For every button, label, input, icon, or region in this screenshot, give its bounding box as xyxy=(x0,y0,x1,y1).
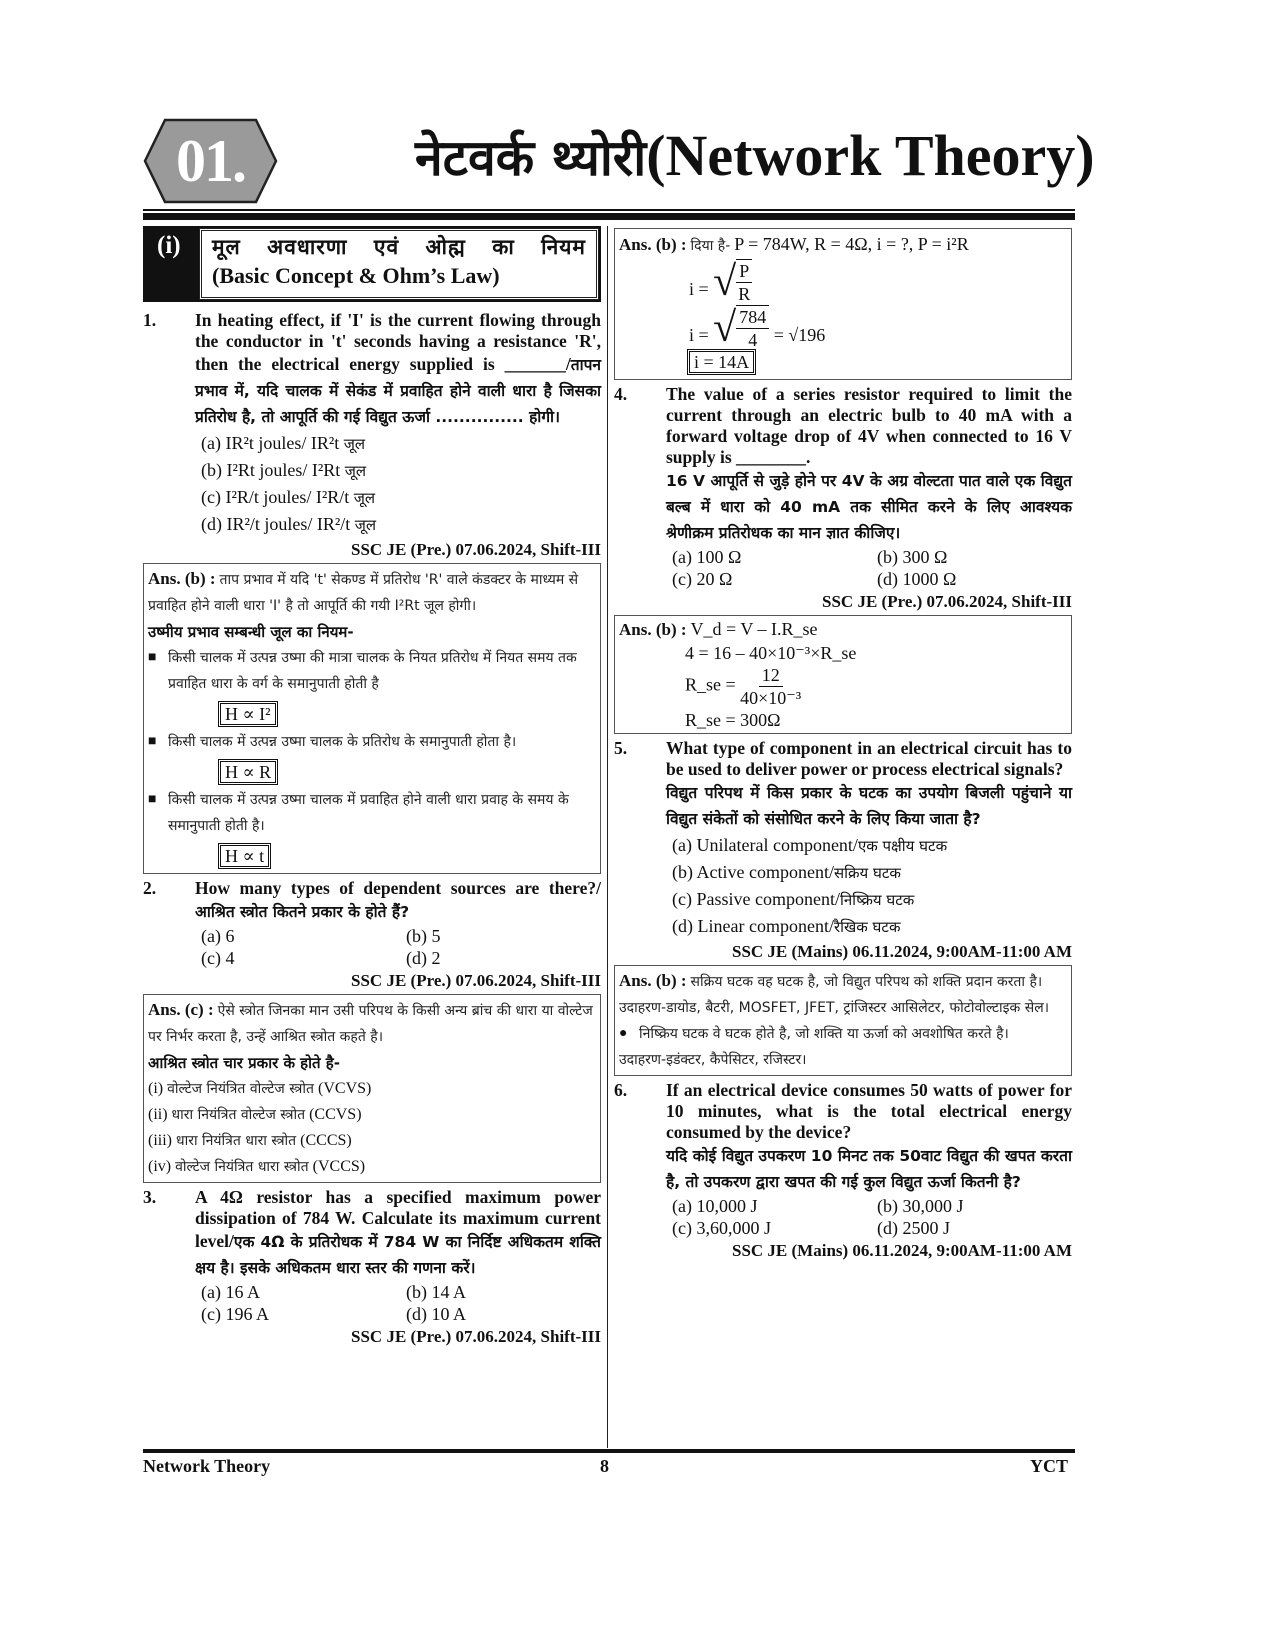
option-d xyxy=(406,1303,601,1325)
equation-line-2: 4 = 16 – 40×10⁻³×R_se xyxy=(685,643,857,663)
question-source: SSC JE (Pre.) 07.06.2024, Shift-III xyxy=(822,592,1072,611)
answer-point xyxy=(148,729,596,755)
answer-label: Ans. (b) : xyxy=(619,235,687,254)
answer-list-item xyxy=(148,1102,596,1128)
denominator: R xyxy=(738,284,751,304)
answer-box-1 xyxy=(143,563,601,874)
section-title-box xyxy=(199,228,599,300)
square-bullet-icon: ■ xyxy=(148,792,157,807)
option-label: (b) xyxy=(406,1282,427,1302)
option-a xyxy=(672,832,1072,859)
section-title-english: (Basic Concept & Ohm’s Law) xyxy=(212,263,500,288)
option-text: 10,000 J xyxy=(696,1196,758,1216)
option-text: 100 Ω xyxy=(696,547,742,567)
option-text-hi: जूल xyxy=(343,435,366,453)
item-text-hi: वोल्टेज नियंत्रित वोल्टेज स्त्रोत xyxy=(167,1081,315,1097)
question-number: 4. xyxy=(614,384,628,404)
square-bullet-icon: ■ xyxy=(148,734,157,749)
option-text: 30,000 J xyxy=(902,1196,964,1216)
item-text-en: (VCVS) xyxy=(318,1080,372,1097)
option-text: Passive component/ xyxy=(696,889,840,909)
answer-box-5 xyxy=(614,965,1072,1076)
answer-subheading: उष्मीय प्रभाव सम्बन्धी जूल का नियम- xyxy=(148,623,354,641)
answer-point xyxy=(148,645,596,697)
option-text-hi: जूल xyxy=(344,462,367,480)
option-text: I²Rt joules/ I²Rt xyxy=(226,460,341,480)
question-number: 6. xyxy=(614,1080,628,1100)
option-b xyxy=(406,1281,601,1303)
option-a xyxy=(672,546,877,568)
item-number: (ii) xyxy=(148,1106,168,1123)
option-label: (a) xyxy=(672,1196,692,1216)
option-text: 3,60,000 J xyxy=(696,1218,771,1238)
option-text: 10 A xyxy=(431,1304,467,1324)
answer-box-4 xyxy=(614,615,1072,734)
option-text: 4 xyxy=(225,948,235,968)
question-1 xyxy=(143,310,601,430)
denominator: 4 xyxy=(748,330,758,350)
option-c xyxy=(672,568,877,590)
option-b xyxy=(877,546,1072,568)
point-text: निष्क्रिय घटक वे घटक होते है, जो शक्ति या ऊर्जा को अवशोषित करते है। xyxy=(639,1026,1009,1042)
answer-list-item xyxy=(148,1154,596,1180)
answer-subheading: आश्रित स्त्रोत चार प्रकार के होते है- xyxy=(148,1054,340,1072)
page-number: 8 xyxy=(600,1456,609,1476)
option-label: (d) xyxy=(406,1304,427,1324)
footer-rule xyxy=(143,1449,1075,1453)
option-label: (a) xyxy=(201,433,221,453)
square-bullet-icon: ■ xyxy=(148,650,157,665)
equation-rhs: = √196 xyxy=(773,325,826,345)
answer-list-item xyxy=(148,1128,596,1154)
formula-box: H ∝ t xyxy=(220,845,269,867)
column-divider xyxy=(607,226,608,1448)
equation-line-1: V_d = V – I.R_se xyxy=(690,619,818,639)
option-text: 20 Ω xyxy=(696,569,733,589)
option-text: Unilateral component/ xyxy=(696,835,858,855)
option-label: (b) xyxy=(406,926,427,946)
answer-box-2 xyxy=(143,994,601,1183)
equation-lhs: R_se = xyxy=(685,674,736,695)
answer-label: Ans. (c) : xyxy=(148,1000,214,1019)
equation-line-3 xyxy=(619,664,1067,709)
option-a xyxy=(201,925,406,947)
square-root: √ $\frac{784}{4}$ xyxy=(713,305,769,351)
question-number: 5. xyxy=(614,738,628,758)
option-d xyxy=(406,947,601,969)
option-text: 16 A xyxy=(225,1282,260,1302)
item-text-hi: धारा नियंत्रित धारा स्त्रोत xyxy=(176,1133,297,1149)
point-text: किसी चालक में उत्पन्न उष्मा चालक के प्रतिरोध के समानुपाती होता है। xyxy=(168,734,517,750)
option-label: (a) xyxy=(672,547,692,567)
options-list xyxy=(614,832,1072,940)
answer-box-3 xyxy=(614,228,1072,380)
question-text-en: A 4Ω resistor has a specified maximum power dissipation of 784 W. Calculate its maximum current level/ xyxy=(195,1187,601,1251)
option-a xyxy=(201,1281,406,1303)
option-label: (c) xyxy=(672,569,692,589)
right-column xyxy=(614,226,1072,1262)
option-text: IR²t joules/ IR²t xyxy=(225,433,340,453)
option-d xyxy=(201,511,601,538)
options-list xyxy=(614,546,1072,590)
question-text-hi: एक 4Ω के प्रतिरोधक में 784 W का निर्दिष्ट अधिकतम शक्ति क्षय है। इसके अधिकतम धारा स्तर की गणना करें। xyxy=(195,1233,601,1277)
question-source: SSC JE (Mains) 06.11.2024, 9:00AM-11:00 AM xyxy=(732,942,1072,961)
question-number: 3. xyxy=(143,1187,157,1207)
option-label: (d) xyxy=(877,1218,898,1238)
answer-text: ताप प्रभाव में यदि 't' सेकण्ड में प्रतिरोध 'R' वाले कंडक्टर के माध्यम से प्रवाहित होने वाली धारा 'I' है तो आपूर्ति की गयी I²Rt जूल होगी। xyxy=(148,572,579,614)
option-c xyxy=(201,484,601,511)
options-list xyxy=(143,430,601,538)
question-text-en: In heating effect, if 'I' is the current flowing through the conductor in 't' seconds having a resistance 'R', then the electrical energy supplied is _______/ xyxy=(195,310,601,374)
dot-bullet-icon: ● xyxy=(619,1026,628,1041)
option-text: 5 xyxy=(431,926,441,946)
question-text-en: How many types of dependent sources are there?/ xyxy=(195,878,601,898)
option-label: (c) xyxy=(672,889,692,909)
header-rule-thin xyxy=(143,209,1075,211)
answer-point xyxy=(619,1021,1067,1047)
option-text: 6 xyxy=(225,926,235,946)
option-text-hi: निष्क्रिय घटक xyxy=(839,891,915,909)
option-label: (d) xyxy=(201,514,222,534)
option-label: (b) xyxy=(672,862,693,882)
question-text-en: If an electrical device consumes 50 watts of power for 10 minutes, what is the total electrical energy consumed by the device? xyxy=(666,1080,1072,1142)
equation-step-2 xyxy=(619,305,1067,351)
item-text-en: (VCCS) xyxy=(312,1158,366,1175)
option-text-hi: जूल xyxy=(354,516,377,534)
chapter-number: 01. xyxy=(176,127,245,194)
chapter-title-english: (Network Theory) xyxy=(646,123,1095,188)
option-c xyxy=(672,1217,877,1239)
point-text: किसी चालक में उत्पन्न उष्मा की मात्रा चालक के नियत प्रतिरोध में नियत समय तक प्रवाहित धारा के वर्ग के समानुपाती होती है xyxy=(168,650,577,692)
section-banner xyxy=(143,226,601,302)
option-text: 300 Ω xyxy=(902,547,948,567)
numerator: P xyxy=(736,260,752,283)
question-5 xyxy=(614,738,1072,832)
option-label: (b) xyxy=(877,1196,898,1216)
equation-line-4: R_se = 300Ω xyxy=(685,710,781,730)
question-2 xyxy=(143,878,601,925)
footer-publisher: YCT xyxy=(1030,1456,1069,1476)
question-source: SSC JE (Pre.) 07.06.2024, Shift-III xyxy=(351,971,601,990)
answer-point xyxy=(148,787,596,839)
item-number: (iii) xyxy=(148,1132,172,1149)
option-label: (a) xyxy=(201,926,221,946)
question-text-hi: विद्युत परिपथ में किस प्रकार के घटक का उपयोग बिजली पहुंचाने या विद्युत संकेतों को संसोधित करने के लिए किया जाता है? xyxy=(666,784,1072,828)
option-c xyxy=(201,947,406,969)
answer-text: सक्रिय घटक वह घटक है, जो विद्युत परिपथ को शक्ति प्रदान करता है। xyxy=(690,974,1043,990)
option-c xyxy=(672,886,1072,913)
question-text-hi: 16 V आपूर्ति से जुड़े होने पर 4V के अग्र वोल्टता पात वाले एक विद्युत बल्ब में धारा को 40 mA तक सीमित करने के लिए आवश्यक श्रेणीक्रम प्रतिरोधक का मान ज्ञात कीजिए। xyxy=(666,472,1072,542)
question-source: SSC JE (Pre.) 07.06.2024, Shift-III xyxy=(351,1327,601,1346)
answer-text: ऐसे स्त्रोत जिनका मान उसी परिपथ के किसी अन्य ब्रांच की धारा या वोल्टेज पर निर्भर करता है, उन्हें आश्रित स्त्रोत कहते है। xyxy=(148,1003,593,1045)
item-text-en: (CCVS) xyxy=(309,1106,362,1123)
option-label: (d) xyxy=(406,948,427,968)
option-text: 1000 Ω xyxy=(902,569,957,589)
option-text: Linear component/ xyxy=(697,916,834,936)
numerator: 12 xyxy=(759,664,783,687)
question-4 xyxy=(614,384,1072,546)
options-list xyxy=(614,1195,1072,1239)
option-label: (d) xyxy=(877,569,898,589)
option-text-hi: जूल xyxy=(353,489,376,507)
item-number: (iv) xyxy=(148,1158,172,1175)
option-label: (c) xyxy=(201,948,221,968)
item-text-en: (CCCS) xyxy=(300,1132,352,1149)
question-source: SSC JE (Mains) 06.11.2024, 9:00AM-11:00 AM xyxy=(732,1241,1072,1260)
option-text-hi: सक्रिय घटक xyxy=(833,864,901,882)
question-text-en: What type of component in an electrical circuit has to be used to deliver power or process electrical signals? xyxy=(666,738,1072,779)
formula-box: H ∝ R xyxy=(220,761,276,783)
question-number: 2. xyxy=(143,878,157,898)
option-text: 196 A xyxy=(225,1304,269,1324)
option-label: (c) xyxy=(201,487,221,507)
item-text-hi: वोल्टेज नियंत्रित धारा स्त्रोत xyxy=(175,1159,309,1175)
answer-label: Ans. (b) : xyxy=(619,620,687,639)
option-a xyxy=(672,1195,877,1217)
left-column xyxy=(143,226,601,1348)
option-text: 14 A xyxy=(431,1282,467,1302)
option-d xyxy=(672,913,1072,940)
equation-lhs: i = xyxy=(689,325,709,345)
item-number: (i) xyxy=(148,1080,164,1097)
chapter-title-hindi: नेटवर्क थ्योरी xyxy=(415,129,647,187)
option-label: (c) xyxy=(201,1304,221,1324)
question-text-en: The value of a series resistor required to limit the current through an electric bulb to 40 mA with a forward voltage drop of 4V when connected to 16 V supply is ________. xyxy=(666,384,1072,467)
fraction xyxy=(740,664,801,709)
option-b xyxy=(406,925,601,947)
options-list xyxy=(143,925,601,969)
equation-step-1 xyxy=(619,259,1067,305)
option-d xyxy=(877,568,1072,590)
option-text: 2 xyxy=(431,948,441,968)
option-b xyxy=(877,1195,1072,1217)
question-source: SSC JE (Pre.) 07.06.2024, Shift-III xyxy=(351,540,601,559)
question-text-hi: आश्रित स्त्रोत कितने प्रकार के होते हैं? xyxy=(195,903,410,921)
point-text: किसी चालक में उत्पन्न उष्मा चालक में प्रवाहित होने वाली धारा प्रवाह के समय के समानुपाती होती है। xyxy=(168,792,569,834)
option-text-hi: रैखिक घटक xyxy=(833,918,901,936)
option-b xyxy=(201,457,601,484)
question-text-hi: यदि कोई विद्युत उपकरण 10 मिनट तक 50वाट विद्युत की खपत करता है, तो उपकरण द्वारा खपत की गई कुल विद्युत ऊर्जा कितनी है? xyxy=(666,1147,1072,1191)
question-3 xyxy=(143,1187,601,1281)
chapter-title xyxy=(415,122,1095,190)
given-label: दिया है- xyxy=(690,238,731,254)
question-number: 1. xyxy=(143,310,157,330)
item-text-hi: धारा नियंत्रित वोल्टेज स्त्रोत xyxy=(171,1107,306,1123)
square-root: √ $\frac{P}{R}$ xyxy=(713,259,751,305)
option-b xyxy=(672,859,1072,886)
option-c xyxy=(201,1303,406,1325)
option-label: (c) xyxy=(672,1218,692,1238)
denominator: 40×10⁻³ xyxy=(740,688,802,708)
option-label: (a) xyxy=(201,1282,221,1302)
footer-subject: Network Theory xyxy=(143,1456,271,1476)
option-d xyxy=(877,1217,1072,1239)
section-title-hindi: मूल अवधारणा एवं ओह्म का नियम xyxy=(212,235,586,259)
chapter-number-badge xyxy=(143,118,278,204)
option-label: (d) xyxy=(672,916,693,936)
options-list xyxy=(143,1281,601,1325)
option-label: (a) xyxy=(672,835,692,855)
section-number: (i) xyxy=(157,232,181,259)
option-text: IR²/t joules/ IR²/t xyxy=(226,514,351,534)
answer-label: Ans. (b) : xyxy=(148,569,216,588)
numerator: 784 xyxy=(736,306,769,329)
given-values: P = 784W, R = 4Ω, i = ?, P = i²R xyxy=(734,234,969,254)
result-box: i = 14A xyxy=(689,351,754,373)
option-text-hi: एक पक्षीय घटक xyxy=(857,837,948,855)
answer-list-item xyxy=(148,1076,596,1102)
question-6 xyxy=(614,1080,1072,1195)
answer-label: Ans. (b) : xyxy=(619,971,687,990)
equation-lhs: i = xyxy=(689,279,709,299)
option-label: (b) xyxy=(201,460,222,480)
formula-box: H ∝ I² xyxy=(220,703,276,725)
option-text: I²R/t joules/ I²R/t xyxy=(225,487,350,507)
option-text: Active component/ xyxy=(696,862,834,882)
answer-example: उदाहरण-डायोड, बैटरी, MOSFET, JFET, ट्रांजिस्टर आसिलेटर, फोटोवोल्टाइक सेल। xyxy=(619,1000,1050,1016)
answer-example: उदाहरण-इडंक्टर, कैपेसिटर, रजिस्टर। xyxy=(619,1052,807,1068)
question-text-hi: तापन प्रभाव में, यदि चालक में सेकंड में प्रवाहित होने वाली धारा है जिसका प्रतिरोध है, तो आपूर्ति की गई विद्युत ऊर्जा ............... होगी। xyxy=(195,356,601,426)
option-text: 2500 J xyxy=(902,1218,951,1238)
header-rule-thick xyxy=(143,213,1075,220)
option-label: (b) xyxy=(877,547,898,567)
option-a xyxy=(201,430,601,457)
